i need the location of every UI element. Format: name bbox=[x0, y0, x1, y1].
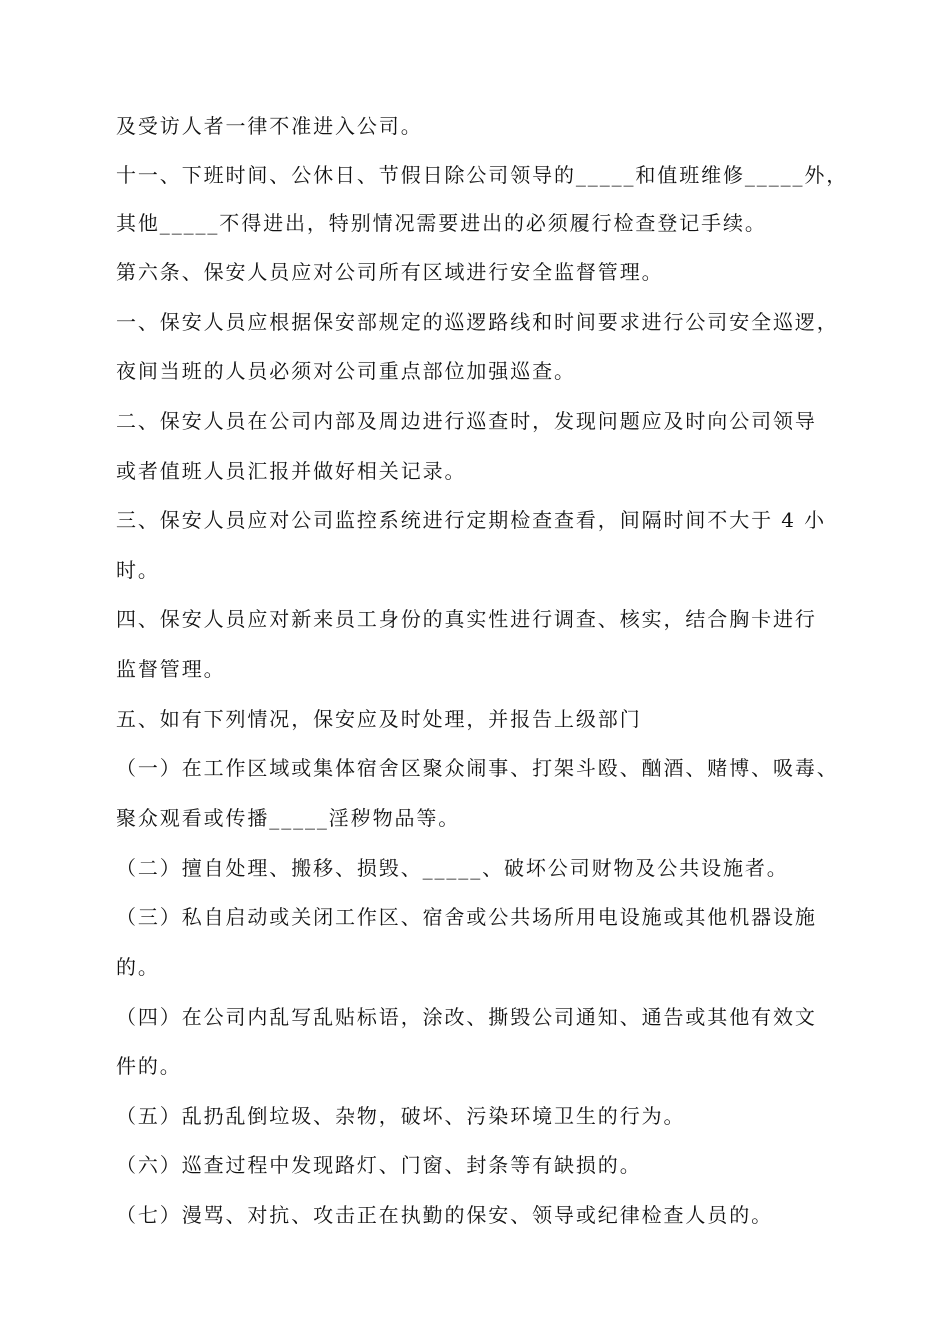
text-line: （七）漫骂、对抗、攻击正在执勤的保安、领导或纪律检查人员的。 bbox=[116, 1203, 773, 1227]
text-line: （四）在公司内乱写乱贴标语，涂改、撕毁公司通知、通告或其他有效文 bbox=[116, 1005, 817, 1029]
text-line: 一、保安人员应根据保安部规定的巡逻路线和时间要求进行公司安全巡逻， bbox=[116, 310, 839, 334]
text-line: 及受访人者一律不准进入公司。 bbox=[116, 114, 423, 138]
text-line: 五、如有下列情况，保安应及时处理，并报告上级部门 bbox=[116, 707, 642, 731]
text-line: 夜间当班的人员必须对公司重点部位加强巡查。 bbox=[116, 359, 576, 383]
text-line: 聚众观看或传播_____淫秽物品等。 bbox=[116, 806, 461, 830]
text-line: （一）在工作区域或集体宿舍区聚众闹事、打架斗殴、酗酒、赌博、吸毒、 bbox=[116, 756, 839, 780]
text-line: 二、保安人员在公司内部及周边进行巡查时，发现问题应及时向公司领导 bbox=[116, 409, 817, 433]
text-line: 其他_____不得进出，特别情况需要进出的必须履行检查登记手续。 bbox=[116, 211, 767, 235]
text-line: 时。 bbox=[116, 558, 160, 582]
text-line: 件的。 bbox=[116, 1054, 182, 1078]
text-line: 监督管理。 bbox=[116, 657, 226, 681]
text-line: 十一、下班时间、公休日、节假日除公司领导的_____和值班维修_____外， bbox=[116, 163, 849, 187]
text-line: 第六条、保安人员应对公司所有区域进行安全监督管理。 bbox=[116, 260, 664, 284]
text-line: （六）巡查过程中发现路灯、门窗、封条等有缺损的。 bbox=[116, 1153, 642, 1177]
text-line: 四、保安人员应对新来员工身份的真实性进行调查、核实，结合胸卡进行 bbox=[116, 607, 817, 631]
text-line: 的。 bbox=[116, 955, 160, 979]
text-line: 三、保安人员应对公司监控系统进行定期检查查看，间隔时间不大于 4 小 bbox=[116, 508, 827, 532]
text-line: （五）乱扔乱倒垃圾、杂物，破坏、污染环境卫生的行为。 bbox=[116, 1104, 686, 1128]
text-line: 或者值班人员汇报并做好相关记录。 bbox=[116, 459, 467, 483]
text-line: （二）擅自处理、搬移、损毁、_____、破坏公司财物及公共设施者。 bbox=[116, 856, 789, 880]
text-line: （三）私自启动或关闭工作区、宿舍或公共场所用电设施或其他机器设施 bbox=[116, 905, 817, 929]
